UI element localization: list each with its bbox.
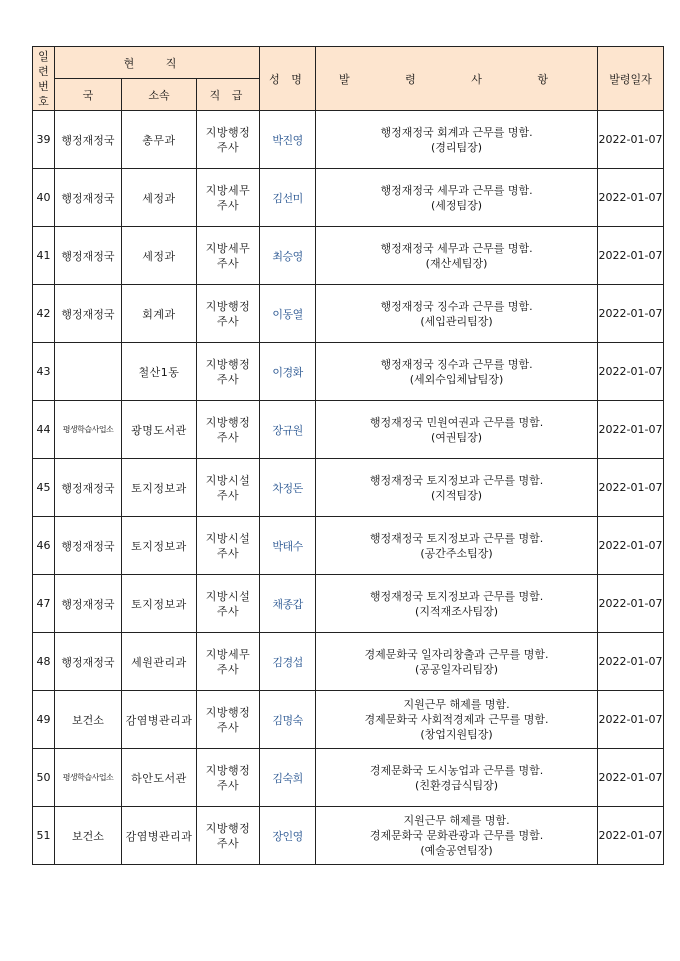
row-number: 45 (33, 459, 55, 517)
row-number: 51 (33, 807, 55, 865)
row-order: 행정재정국 회계과 근무를 명함. (경리팀장) (316, 111, 598, 169)
row-order: 행정재정국 토지정보과 근무를 명함. (지적팀장) (316, 459, 598, 517)
row-unit: 총무과 (122, 111, 197, 169)
row-order: 행정재정국 토지정보과 근무를 명함. (공간주소팀장) (316, 517, 598, 575)
table-row (33, 807, 664, 865)
table-row (33, 169, 664, 227)
table-row (33, 401, 664, 459)
row-date: 2022-01-07 (598, 169, 664, 227)
row-name: 장인영 (260, 807, 316, 865)
row-unit: 토지정보과 (122, 459, 197, 517)
row-date: 2022-01-07 (598, 575, 664, 633)
row-name: 박태수 (260, 517, 316, 575)
row-rank: 지방행정 주사 (197, 691, 260, 749)
row-order: 행정재정국 세무과 근무를 명함. (재산세팀장) (316, 227, 598, 285)
row-order: 경제문화국 일자리창출과 근무를 명함. (공공일자리팀장) (316, 633, 598, 691)
row-bureau: 행정재정국 (55, 111, 122, 169)
row-bureau: 행정재정국 (55, 227, 122, 285)
row-bureau: 보건소 (55, 807, 122, 865)
row-unit: 광명도서관 (122, 401, 197, 459)
row-name: 김명숙 (260, 691, 316, 749)
row-bureau: 행정재정국 (55, 633, 122, 691)
row-date: 2022-01-07 (598, 691, 664, 749)
row-name: 장규원 (260, 401, 316, 459)
row-date: 2022-01-07 (598, 749, 664, 807)
header-current-position: 현 직 (55, 47, 260, 79)
row-number: 44 (33, 401, 55, 459)
row-date: 2022-01-07 (598, 807, 664, 865)
row-unit: 토지정보과 (122, 517, 197, 575)
row-date: 2022-01-07 (598, 285, 664, 343)
row-date: 2022-01-07 (598, 459, 664, 517)
row-unit: 세원관리과 (122, 633, 197, 691)
row-bureau: 행정재정국 (55, 169, 122, 227)
header-serial (33, 47, 55, 111)
row-order: 행정재정국 토지정보과 근무를 명함. (지적재조사팀장) (316, 575, 598, 633)
row-number: 50 (33, 749, 55, 807)
row-order: 행정재정국 민원여권과 근무를 명함. (여권팀장) (316, 401, 598, 459)
row-bureau: 보건소 (55, 691, 122, 749)
header-unit: 소속 (122, 79, 197, 111)
table-row (33, 575, 664, 633)
table-row (33, 633, 664, 691)
table-row (33, 343, 664, 401)
row-number: 47 (33, 575, 55, 633)
row-name: 이동열 (260, 285, 316, 343)
row-rank: 지방행정 주사 (197, 749, 260, 807)
row-name: 김선미 (260, 169, 316, 227)
row-rank: 지방세무 주사 (197, 169, 260, 227)
row-rank: 지방행정 주사 (197, 285, 260, 343)
row-date: 2022-01-07 (598, 111, 664, 169)
row-date: 2022-01-07 (598, 633, 664, 691)
row-bureau: 행정재정국 (55, 517, 122, 575)
row-order: 지원근무 해제를 명함. 경제문화국 문화관광과 근무를 명함. (예술공연팀장) (316, 807, 598, 865)
row-rank: 지방시설 주사 (197, 517, 260, 575)
row-name: 이경화 (260, 343, 316, 401)
appointment-table (32, 46, 664, 865)
row-bureau: 평생학습사업소 (55, 749, 122, 807)
row-number: 49 (33, 691, 55, 749)
header-order: 발 령 사 항 (316, 47, 598, 111)
row-number: 46 (33, 517, 55, 575)
row-date: 2022-01-07 (598, 227, 664, 285)
row-date: 2022-01-07 (598, 401, 664, 459)
header-date: 발령일자 (598, 47, 664, 111)
row-date: 2022-01-07 (598, 343, 664, 401)
header-serial-label: 일련번호 (38, 49, 49, 108)
table-row (33, 517, 664, 575)
row-unit: 철산1동 (122, 343, 197, 401)
row-number: 42 (33, 285, 55, 343)
row-unit: 회계과 (122, 285, 197, 343)
row-unit: 감염병관리과 (122, 807, 197, 865)
row-unit: 세정과 (122, 227, 197, 285)
row-date: 2022-01-07 (598, 517, 664, 575)
row-rank: 지방시설 주사 (197, 575, 260, 633)
row-order: 지원근무 해제를 명함. 경제문화국 사회적경제과 근무를 명함. (창업지원팀장) (316, 691, 598, 749)
row-number: 40 (33, 169, 55, 227)
row-number: 43 (33, 343, 55, 401)
row-rank: 지방행정 주사 (197, 343, 260, 401)
row-unit: 세정과 (122, 169, 197, 227)
row-name: 김경섭 (260, 633, 316, 691)
row-name: 박진영 (260, 111, 316, 169)
row-order: 경제문화국 도시농업과 근무를 명함. (친환경급식팀장) (316, 749, 598, 807)
row-order: 행정재정국 세무과 근무를 명함. (세정팀장) (316, 169, 598, 227)
row-rank: 지방행정 주사 (197, 401, 260, 459)
row-unit: 하안도서관 (122, 749, 197, 807)
row-unit: 감염병관리과 (122, 691, 197, 749)
row-order: 행정재정국 징수과 근무를 명함. (세입관리팀장) (316, 285, 598, 343)
row-number: 48 (33, 633, 55, 691)
row-name: 최승영 (260, 227, 316, 285)
row-number: 39 (33, 111, 55, 169)
row-number: 41 (33, 227, 55, 285)
row-bureau (55, 343, 122, 401)
row-unit: 토지정보과 (122, 575, 197, 633)
table-row (33, 749, 664, 807)
row-bureau: 행정재정국 (55, 575, 122, 633)
table-row (33, 285, 664, 343)
row-rank: 지방행정 주사 (197, 807, 260, 865)
header-name: 성 명 (260, 47, 316, 111)
table-row (33, 111, 664, 169)
row-bureau: 행정재정국 (55, 459, 122, 517)
row-rank: 지방세무 주사 (197, 633, 260, 691)
row-rank: 지방세무 주사 (197, 227, 260, 285)
row-name: 차정돈 (260, 459, 316, 517)
row-name: 채종갑 (260, 575, 316, 633)
header-rank: 직 급 (197, 79, 260, 111)
row-name: 김숙희 (260, 749, 316, 807)
row-bureau: 평생학습사업소 (55, 401, 122, 459)
row-bureau: 행정재정국 (55, 285, 122, 343)
row-rank: 지방행정 주사 (197, 111, 260, 169)
row-rank: 지방시설 주사 (197, 459, 260, 517)
table-row (33, 459, 664, 517)
row-order: 행정재정국 징수과 근무를 명함. (세외수입체납팀장) (316, 343, 598, 401)
header-bureau: 국 (55, 79, 122, 111)
table-row (33, 691, 664, 749)
table-row (33, 227, 664, 285)
